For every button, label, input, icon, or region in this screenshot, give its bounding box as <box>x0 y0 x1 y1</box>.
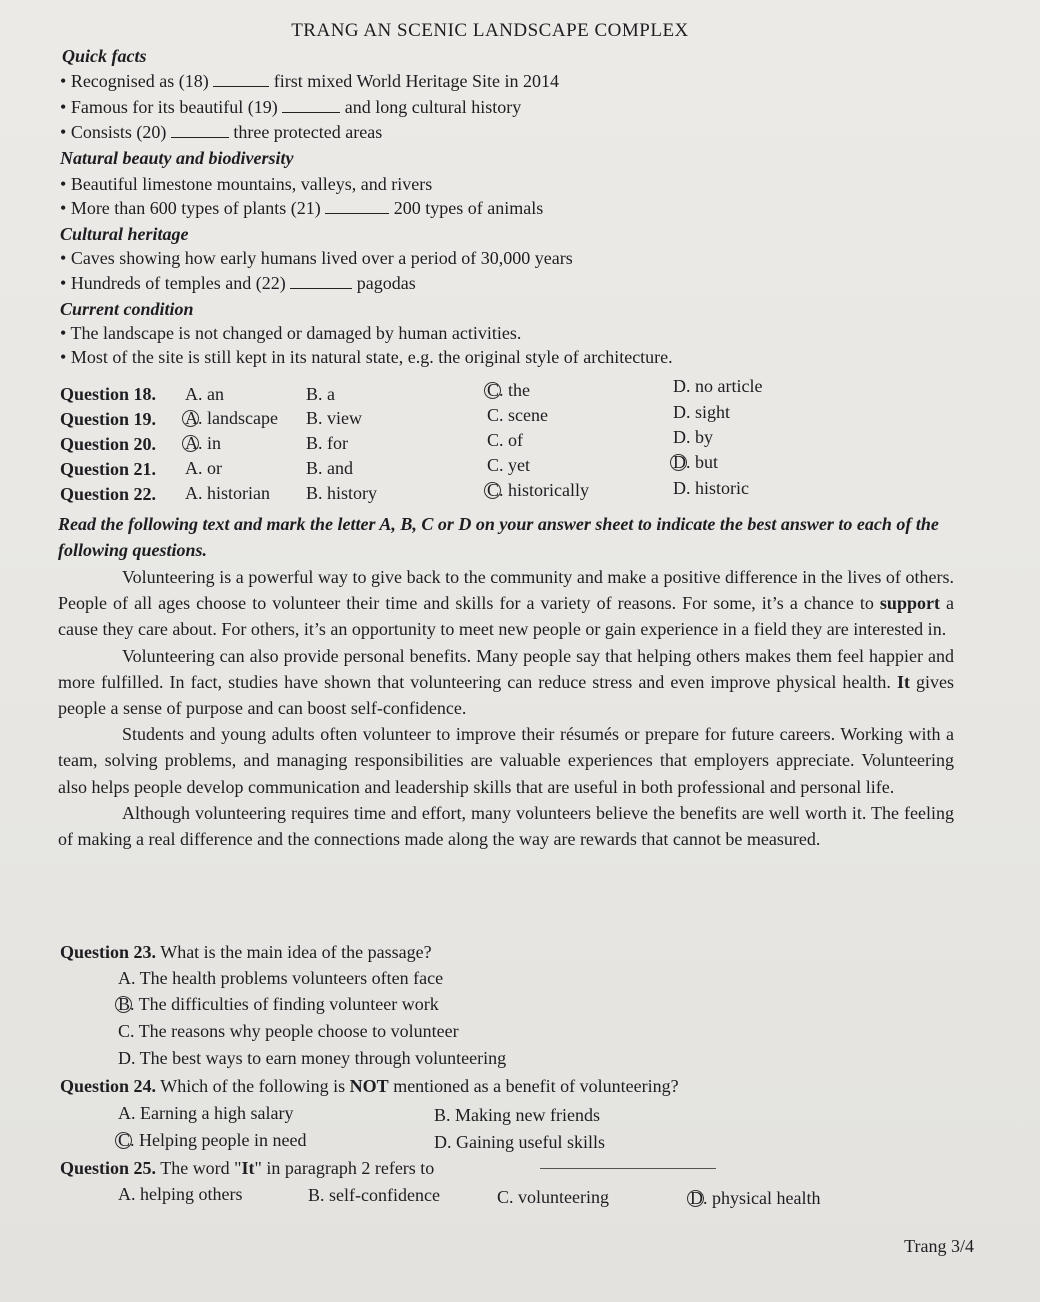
answer-option[interactable]: D. Gaining useful skills <box>434 1132 605 1152</box>
answer-option[interactable]: A. an <box>185 384 224 404</box>
bullet-item: • The landscape is not changed or damaged by human activities. <box>60 323 522 343</box>
section-heading-nature: Natural beauty and biodiversity <box>60 148 294 168</box>
answer-option-selected[interactable]: D. but <box>673 452 718 473</box>
section-heading-condition: Current condition <box>60 299 194 319</box>
passage-paragraph: Students and young adults often volunteer to improve their résumés or prepare for future careers. Working with a team, solving problems, and managing responsibilities are valuable experiences that employers appreciate. Volunteering also helps people develop communication and leadership skills that are useful in both professional and personal life. <box>58 724 954 797</box>
answer-option[interactable]: D. The best ways to earn money through volunteering <box>118 1048 507 1068</box>
answer-blank <box>171 123 229 138</box>
highlighted-word: It <box>896 671 910 692</box>
answer-option[interactable]: D. sight <box>673 402 731 422</box>
bullet-text: The landscape is not changed or damaged by human activities. <box>70 323 522 343</box>
answer-option-selected[interactable]: D. physical health <box>690 1188 820 1209</box>
bullet-text: and long cultural history <box>344 97 522 117</box>
answer-option[interactable]: D. historic <box>673 478 749 498</box>
bullet-text: Beautiful limestone mountains, valleys, and rivers <box>70 174 433 194</box>
bullet-item: • Beautiful limestone mountains, valleys, and rivers <box>60 174 433 194</box>
answer-option[interactable]: B. Making new friends <box>434 1105 600 1125</box>
answer-option-selected[interactable]: C. historically <box>487 480 589 501</box>
selection-circle-icon <box>182 435 199 452</box>
answer-option[interactable]: C. of <box>487 430 523 450</box>
answer-blank <box>540 1168 716 1169</box>
bullet-text: 200 types of animals <box>393 198 544 218</box>
answer-option[interactable]: A. historian <box>185 483 270 503</box>
answer-option-selected[interactable]: B. The difficulties of finding volunteer work <box>118 994 439 1015</box>
answer-option[interactable]: B. view <box>306 408 362 428</box>
answer-option[interactable]: C. volunteering <box>497 1187 609 1207</box>
answer-option[interactable]: B. and <box>306 458 353 478</box>
selection-circle-icon <box>115 1132 132 1149</box>
bullet-text: Caves showing how early humans lived over a period of 30,000 years <box>70 248 573 268</box>
section-heading-quick-facts: Quick facts <box>62 46 147 66</box>
bullet-text: first mixed World Heritage Site in 2014 <box>273 71 559 91</box>
selection-circle-icon <box>687 1190 704 1207</box>
question-23: Question 23. What is the main idea of the passage? <box>60 942 432 962</box>
bullet-item: • Consists (20) three protected areas <box>60 122 383 142</box>
passage-paragraph: Volunteering is a powerful way to give back to the community and make a positive difference in the lives of others. People of all ages choose to volunteer their time and skills for a variety of reasons. For some, it’s a chance to support a cause they care about. For others, it’s an opportunity to meet new people or gain experience in a field they are interested in. <box>58 567 954 640</box>
selection-circle-icon <box>670 454 687 471</box>
answer-blank <box>213 72 269 87</box>
section-heading-culture: Cultural heritage <box>60 224 189 244</box>
answer-option[interactable]: C. yet <box>487 455 530 475</box>
reading-passage <box>58 564 954 852</box>
bullet-item: • Recognised as (18) first mixed World Heritage Site in 2014 <box>60 71 559 91</box>
document-title: TRANG AN SCENIC LANDSCAPE COMPLEX <box>291 20 689 41</box>
question-label: Question 20. <box>60 434 157 454</box>
bullet-text: pagodas <box>356 273 416 293</box>
bullet-item: • Caves showing how early humans lived over a period of 30,000 years <box>60 248 573 268</box>
answer-option[interactable]: A. or <box>185 458 222 478</box>
question-label: Question 18. <box>60 384 157 404</box>
bullet-item: • Famous for its beautiful (19) and long cultural history <box>60 97 522 117</box>
bullet-item: • Hundreds of temples and (22) pagodas <box>60 273 416 293</box>
answer-option[interactable]: C. scene <box>487 405 548 425</box>
question-label: Question 22. <box>60 484 157 504</box>
highlighted-word: support <box>879 593 940 614</box>
selection-circle-icon <box>115 996 132 1013</box>
answer-blank <box>290 274 352 289</box>
answer-option-selected[interactable]: A. landscape <box>185 408 278 429</box>
bullet-text: Hundreds of temples and (22) <box>70 273 286 293</box>
bullet-text: Recognised as (18) <box>70 71 209 91</box>
question-label: Question 21. <box>60 459 157 479</box>
answer-option[interactable]: B. a <box>306 384 335 404</box>
answer-option[interactable]: B. history <box>306 483 378 503</box>
page-number: Trang 3/4 <box>904 1236 974 1256</box>
answer-option[interactable]: B. for <box>306 433 348 453</box>
answer-option-selected[interactable]: C. the <box>487 380 530 401</box>
bullet-text: More than 600 types of plants (21) <box>70 198 321 218</box>
answer-option[interactable]: D. no article <box>673 376 763 396</box>
question-25: Question 25. The word "It" in paragraph 2 refers to <box>60 1158 435 1178</box>
answer-option[interactable]: C. The reasons why people choose to volunteer <box>118 1021 459 1041</box>
answer-option[interactable]: A. Earning a high salary <box>118 1103 294 1123</box>
answer-option[interactable]: A. The health problems volunteers often face <box>118 968 444 988</box>
question-24: Question 24. Which of the following is NOT mentioned as a benefit of volunteering? <box>60 1076 679 1096</box>
passage-paragraph: Volunteering can also provide personal benefits. Many people say that helping others makes them feel happier and more fulfilled. In fact, studies have shown that volunteering can reduce stress and even improve physical health. It gives people a sense of purpose and can boost self-confidence. <box>58 645 954 719</box>
answer-blank <box>325 199 389 214</box>
answer-option[interactable]: D. by <box>673 427 713 447</box>
selection-circle-icon <box>182 410 199 427</box>
bullet-item: • More than 600 types of plants (21) 200 types of animals <box>60 198 544 218</box>
answer-blank <box>282 98 340 113</box>
bullet-text: Consists (20) <box>70 122 167 142</box>
passage-paragraph: Although volunteering requires time and effort, many volunteers believe the benefits are well worth it. The feeling of making a real difference and the connections made along the way are rewards that cannot be measured. <box>58 802 954 850</box>
answer-option-selected[interactable]: A. in <box>185 433 221 454</box>
bullet-text: Famous for its beautiful (19) <box>70 97 278 117</box>
question-label: Question 19. <box>60 409 157 429</box>
answer-option[interactable]: A. helping others <box>118 1184 243 1204</box>
bullet-item: • Most of the site is still kept in its natural state, e.g. the original style of architecture. <box>60 347 673 367</box>
bullet-text: three protected areas <box>233 122 383 142</box>
answer-option[interactable]: B. self-confidence <box>308 1185 440 1205</box>
reading-instruction: Read the following text and mark the letter A, B, C or D on your answer sheet to indicate the best answer to each of the following questions. <box>58 514 939 560</box>
selection-circle-icon <box>484 482 501 499</box>
selection-circle-icon <box>484 382 501 399</box>
answer-option-selected[interactable]: C. Helping people in need <box>118 1130 306 1151</box>
bullet-text: Most of the site is still kept in its natural state, e.g. the original style of architecture. <box>70 347 673 367</box>
